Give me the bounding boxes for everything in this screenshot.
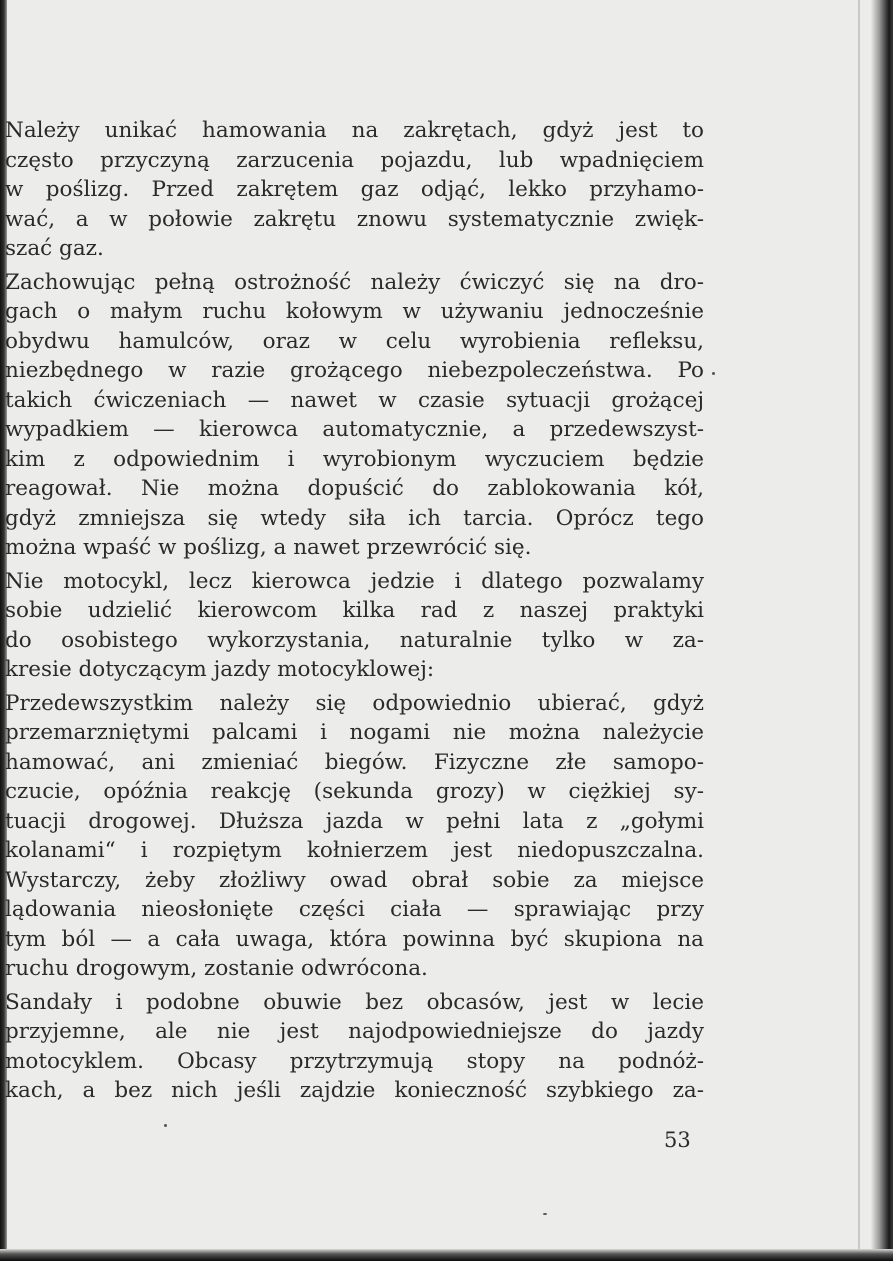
text-line: często przyczyną zarzucenia pojazdu, lub wpadnięciem [5, 147, 704, 173]
text-line: tuacji drogowej. Dłuższa jazda w pełni lata z „gołymi [5, 808, 704, 834]
page-number: 53 [664, 1128, 691, 1152]
text-line: wypadkiem — kierowca automatycznie, a przedewszyst- [5, 417, 704, 442]
body-text [5, 116, 704, 1110]
paragraph [5, 116, 704, 264]
ink-speck [543, 1213, 547, 1215]
text-line: Wystarczy, żeby złożliwy owad obrał sobie za miejsce [5, 867, 704, 893]
text-line: ruchu drogowym, zostanie odwrócona. [5, 956, 428, 981]
text-line: przyjemne, ale nie jest najodpowiedniejsze do jazdy [5, 1019, 704, 1044]
text-line: wać, a w połowie zakrętu znowu systematycznie zwięk- [5, 206, 704, 232]
text-line: Nie motocykl, lecz kierowca jedzie i dlatego pozwalamy [5, 568, 704, 594]
text-line: sobie udzielić kierowcom kilka rad z naszej praktyki [5, 598, 704, 623]
paragraph [5, 567, 704, 685]
paragraph [5, 689, 704, 984]
text-line: gdyż zmniejsza się wtedy siła ich tarcia. Oprócz tego [5, 505, 704, 531]
ink-speck [164, 1124, 167, 1127]
text-line: szać gaz. [5, 236, 104, 261]
text-line: tym ból — a cała uwaga, która powinna być skupiona na [5, 926, 704, 952]
text-line: w poślizg. Przed zakrętem gaz odjąć, lekko przyhamo- [5, 177, 704, 202]
text-line: przemarzniętymi palcami i nogami nie można należycie [5, 720, 704, 745]
text-line: można wpaść w poślizg, a nawet przewrócić się. [5, 535, 532, 560]
text-line: Sandały i podobne obuwie bez obcasów, jest w lecie [5, 989, 704, 1015]
text-line: motocyklem. Obcasy przytrzymują stopy na podnóż- [5, 1048, 704, 1074]
text-line: kresie dotyczącym jazdy motocyklowej: [5, 657, 435, 682]
text-line: niezbędnego w razie grożącego niebezpoleczeństwa. Po [5, 358, 704, 383]
text-line: hamować, ani zmieniać biegów. Fizyczne złe samopo- [5, 749, 704, 775]
text-line: gach o małym ruchu kołowym w używaniu jednocześnie [5, 299, 704, 324]
text-line: Przedewszystkim należy się odpowiednio ubierać, gdyż [5, 690, 704, 716]
page-bottom-shadow [0, 1249, 893, 1261]
text-line: obydwu hamulców, oraz w celu wyrobienia refleksu, [5, 328, 704, 354]
page-right-shadow [871, 0, 893, 1261]
ink-speck [712, 372, 715, 375]
paragraph [5, 268, 704, 563]
text-line: Należy unikać hamowania na zakrętach, gdyż jest to [5, 118, 704, 143]
text-line: kim z odpowiednim i wyrobionym wyczuciem będzie [5, 446, 704, 472]
text-line: do osobistego wykorzystania, naturalnie tylko w za- [5, 627, 704, 653]
paragraph [5, 988, 704, 1106]
text-line: czucie, opóźnia reakcję (sekunda grozy) w ciężkiej sy- [5, 779, 704, 804]
text-line: Zachowując pełną ostrożność należy ćwiczyć się na dro- [5, 269, 704, 295]
text-line: takich ćwiczeniach — nawet w czasie sytuacji grożącej [5, 387, 704, 413]
text-line: lądowania nieosłonięte części ciała — sprawiając przy [5, 897, 704, 922]
text-line: kach, a bez nich jeśli zajdzie konieczność szybkiego za- [5, 1078, 704, 1103]
gutter-shadow [858, 0, 860, 1261]
text-line: kolanami“ i rozpiętym kołnierzem jest niedopuszczalna. [5, 838, 704, 863]
text-line: reagował. Nie można dopuścić do zablokowania kół, [5, 476, 704, 501]
